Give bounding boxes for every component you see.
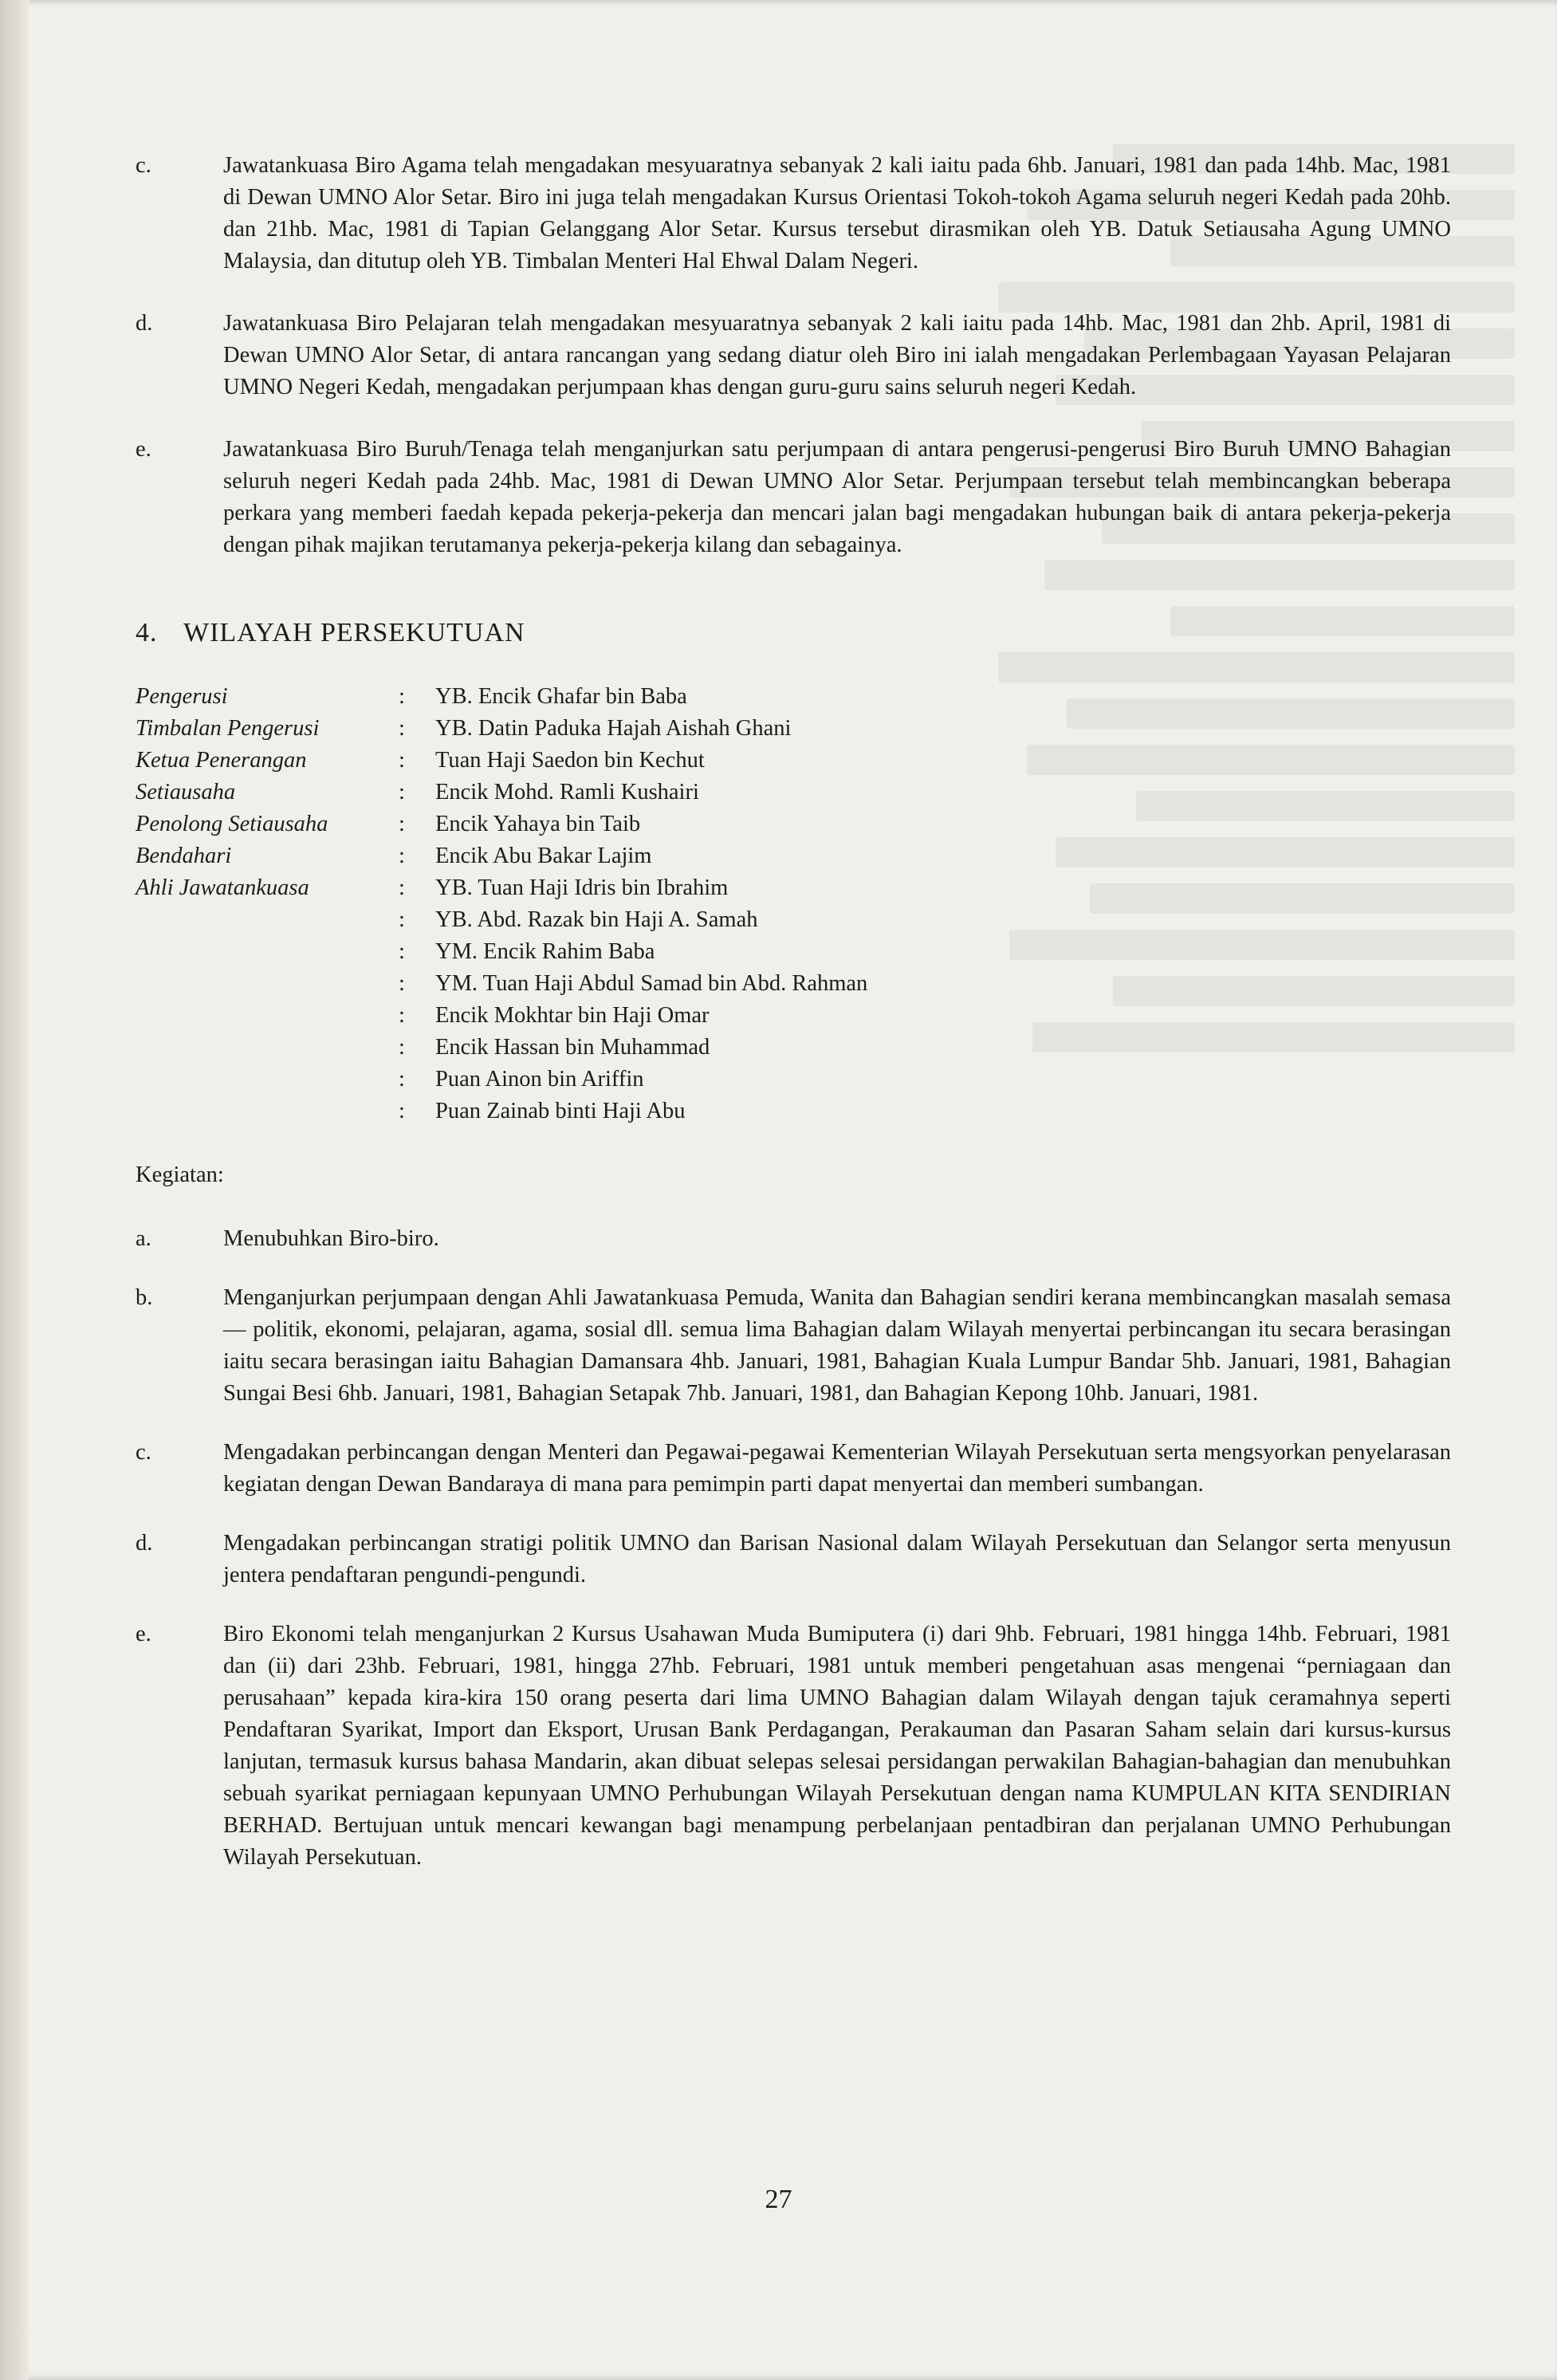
list-item xyxy=(136,150,1451,277)
roster-name: Encik Mokhtar bin Haji Omar xyxy=(435,1003,710,1028)
roster-row xyxy=(136,968,1451,1000)
page-content xyxy=(136,150,1451,1901)
roster-name: Encik Yahaya bin Taib xyxy=(435,812,641,836)
item-marker: d. xyxy=(136,311,153,336)
roster-name: YB. Datin Paduka Hajah Aishah Ghani xyxy=(435,716,792,741)
roster-colon: : xyxy=(399,875,405,900)
roster-colon: : xyxy=(399,684,405,709)
roster-role: Ketua Penerangan xyxy=(136,748,307,773)
list-item xyxy=(136,434,1451,561)
roster-colon: : xyxy=(399,780,405,804)
item-marker: e. xyxy=(136,437,151,462)
roster-row xyxy=(136,808,1451,840)
roster-name: Puan Ainon bin Ariffin xyxy=(435,1067,644,1092)
roster-row xyxy=(136,713,1451,745)
item-marker: c. xyxy=(136,1440,151,1465)
roster-name: YM. Encik Rahim Baba xyxy=(435,939,655,964)
roster-row xyxy=(136,777,1451,808)
section-number: 4. xyxy=(136,618,158,647)
roster-row xyxy=(136,681,1451,713)
activity-item xyxy=(136,1223,1451,1255)
item-marker: d. xyxy=(136,1531,153,1556)
list-item xyxy=(136,308,1451,403)
section-heading xyxy=(136,617,1451,649)
item-marker: e. xyxy=(136,1622,151,1646)
roster-name: Puan Zainab binti Haji Abu xyxy=(435,1099,686,1123)
item-text: Mengadakan perbincangan stratigi politik UMNO dan Barisan Nasional dalam Wilayah Persekutuan dan Selangor serta menyusun jentera pendaftaran pengundi-pengundi. xyxy=(223,1531,1451,1587)
roster-role: Timbalan Pengerusi xyxy=(136,716,320,741)
roster-role: Ahli Jawatankuasa xyxy=(136,875,309,900)
item-marker: c. xyxy=(136,153,151,178)
item-text: Jawatankuasa Biro Pelajaran telah mengadakan mesyuaratnya sebanyak 2 kali iaitu pada 14hb. Mac, 1981 dan 2hb. April, 1981 di Dewan UMNO Alor Setar, di antara rancangan yang sedang diatur oleh Biro ini ialah mengadakan Perlembagaan Yayasan Pelajaran UMNO Negeri Kedah, mengadakan perjumpaan khas dengan guru-guru sains seluruh negeri Kedah. xyxy=(223,311,1451,399)
roster-row xyxy=(136,872,1451,904)
roster-row xyxy=(136,1032,1451,1064)
item-marker: a. xyxy=(136,1226,151,1251)
item-marker: b. xyxy=(136,1285,153,1310)
roster-colon: : xyxy=(399,812,405,836)
roster-row xyxy=(136,840,1451,872)
roster-name: Encik Mohd. Ramli Kushairi xyxy=(435,780,699,804)
roster-colon: : xyxy=(399,971,405,996)
roster-role: Pengerusi xyxy=(136,684,228,709)
activity-item xyxy=(136,1619,1451,1874)
committee-roster xyxy=(136,681,1451,1127)
roster-row xyxy=(136,904,1451,936)
page-number: 27 xyxy=(765,2185,792,2214)
roster-name: YB. Encik Ghafar bin Baba xyxy=(435,684,687,709)
activities-heading: Kegiatan: xyxy=(136,1162,224,1187)
roster-colon: : xyxy=(399,748,405,773)
roster-role: Bendahari xyxy=(136,844,232,868)
activity-item xyxy=(136,1528,1451,1591)
roster-colon: : xyxy=(399,939,405,964)
roster-name: Tuan Haji Saedon bin Kechut xyxy=(435,748,705,773)
roster-colon: : xyxy=(399,844,405,868)
activity-item xyxy=(136,1437,1451,1501)
roster-row xyxy=(136,1000,1451,1032)
activity-item xyxy=(136,1282,1451,1410)
roster-name: Encik Abu Bakar Lajim xyxy=(435,844,652,868)
roster-colon: : xyxy=(399,907,405,932)
item-text: Jawatankuasa Biro Agama telah mengadakan mesyuaratnya sebanyak 2 kali iaitu pada 6hb. Januari, 1981 dan pada 14hb. Mac, 1981 di Dewan UMNO Alor Setar. Biro ini juga telah mengadakan Kursus Orientasi Tokoh-tokoh Agama seluruh negeri Kedah pada 20hb. dan 21hb. Mac, 1981 di Tapian Gelanggang Alor Setar. Kursus tersebut dirasmikan oleh YB. Datuk Setiausaha Agung UMNO Malaysia, dan ditutup oleh YB. Timbalan Menteri Hal Ehwal Dalam Negeri. xyxy=(223,153,1451,273)
roster-row xyxy=(136,1096,1451,1127)
item-text: Menganjurkan perjumpaan dengan Ahli Jawatankuasa Pemuda, Wanita dan Bahagian sendiri kerana membincangkan masalah semasa — politik, ekonomi, pelajaran, agama, sosial dll. semua lima Bahagian dalam Wilayah menyertai perbincangan itu secara berasingan iaitu secara berasingan iaitu Bahagian Damansara 4hb. Januari, 1981, Bahagian Kuala Lumpur Bandar 5hb. Januari, 1981, Bahagian Sungai Besi 6hb. Januari, 1981, Bahagian Setapak 7hb. Januari, 1981, dan Bahagian Kepong 10hb. Januari, 1981. xyxy=(223,1285,1451,1406)
item-text: Menubuhkan Biro-biro. xyxy=(223,1226,439,1251)
roster-colon: : xyxy=(399,1035,405,1060)
section-title: WILAYAH PERSEKUTUAN xyxy=(183,618,525,647)
roster-colon: : xyxy=(399,716,405,741)
roster-name: YB. Tuan Haji Idris bin Ibrahim xyxy=(435,875,729,900)
roster-name: YB. Abd. Razak bin Haji A. Samah xyxy=(435,907,758,932)
item-text: Jawatankuasa Biro Buruh/Tenaga telah menganjurkan satu perjumpaan di antara pengerusi-pengerusi Biro Buruh UMNO Bahagian seluruh negeri Kedah pada 24hb. Mac, 1981 di Dewan UMNO Alor Setar. Perjumpaan tersebut telah membincangkan beberapa perkara yang memberi faedah kepada pekerja-pekerja dan mencari jalan bagi mengadakan hubungan baik di antara pekerja-pekerja dengan pihak majikan terutamanya pekerja-pekerja kilang dan sebagainya. xyxy=(223,437,1451,557)
roster-colon: : xyxy=(399,1003,405,1028)
roster-name: YM. Tuan Haji Abdul Samad bin Abd. Rahman xyxy=(435,971,868,996)
roster-row xyxy=(136,745,1451,777)
item-text: Biro Ekonomi telah menganjurkan 2 Kursus Usahawan Muda Bumiputera (i) dari 9hb. Februari, 1981 hingga 14hb. Februari, 1981 dan (ii) dari 23hb. Februari, 1981, hingga 27hb. Februari, 1981 untuk memberi pengetahuan asas mengenai “perniagaan dan perusahaan” kepada kira-kira 150 orang peserta dari lima UMNO Bahagian dalam Wilayah dengan tajuk ceramahnya seperti Pendaftaran Syarikat, Import dan Eksport, Urusan Bank Perdagangan, Perakauman dan Pasaran Saham selain dari kursus-kursus lanjutan, termasuk kursus bahasa Mandarin, akan dibuat selepas selesai persidangan perwakilan Bahagian-bahagian dan menubuhkan sebuah syarikat perniagaan kepunyaan UMNO Perhubungan Wilayah Persekutuan dengan nama KUMPULAN KITA SENDIRIAN BERHAD. Bertujuan untuk mencari kewangan bagi menampung perbelanjaan pentadbiran dan perjalanan UMNO Perhubungan Wilayah Persekutuan. xyxy=(223,1622,1451,1870)
roster-row xyxy=(136,1064,1451,1096)
roster-colon: : xyxy=(399,1067,405,1092)
binding-edge xyxy=(0,0,29,2380)
roster-role: Penolong Setiausaha xyxy=(136,812,328,836)
roster-colon: : xyxy=(399,1099,405,1123)
item-text: Mengadakan perbincangan dengan Menteri dan Pegawai-pegawai Kementerian Wilayah Persekutuan serta mengsyorkan penyelarasan kegiatan dengan Dewan Bandaraya di mana para pemimpin parti dapat menyertai dan memberi sumbangan. xyxy=(223,1440,1451,1497)
roster-role: Setiausaha xyxy=(136,780,236,804)
roster-row xyxy=(136,936,1451,968)
roster-name: Encik Hassan bin Muhammad xyxy=(435,1035,710,1060)
